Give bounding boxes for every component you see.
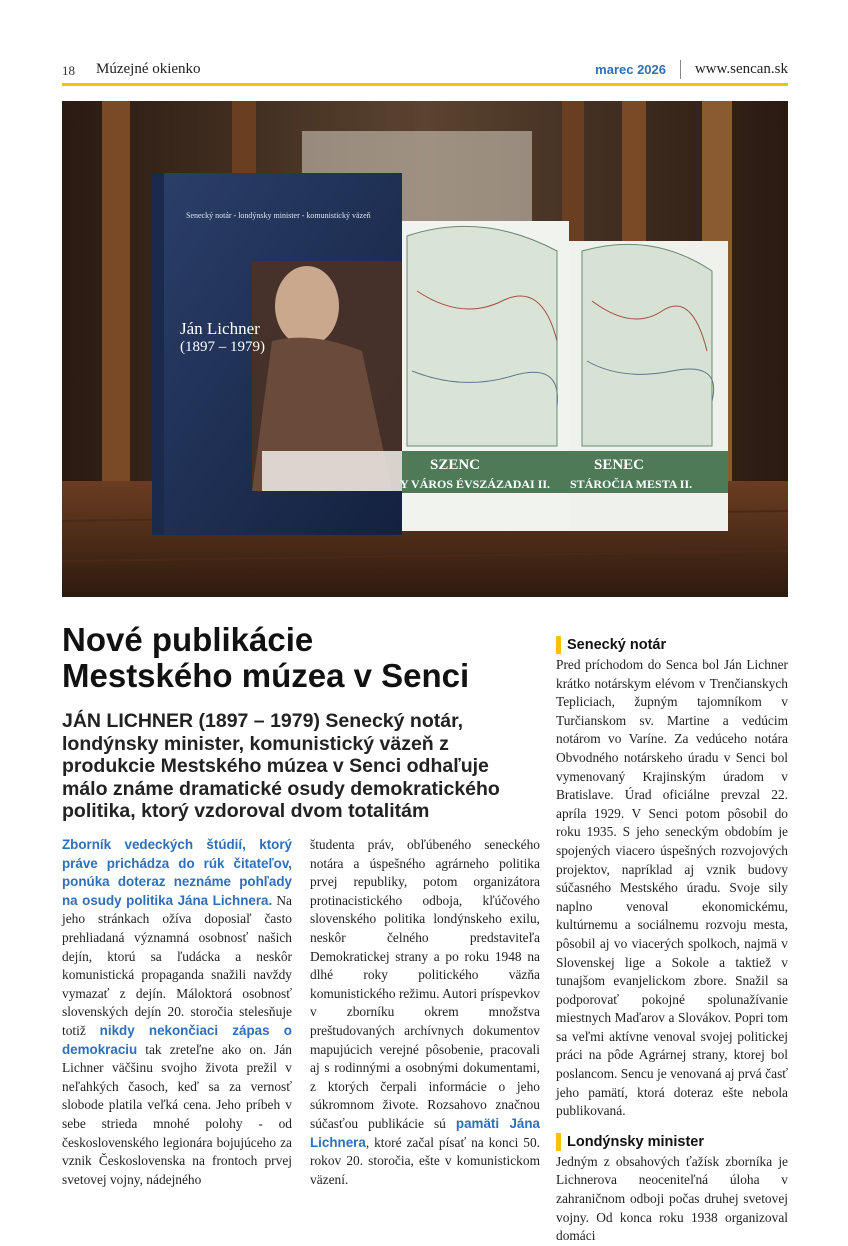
text-column-3	[556, 636, 788, 1246]
headline-line2: Mestského múzea v Senci	[62, 657, 470, 694]
book3-subtitle: STÁROČIA MESTA II.	[570, 477, 693, 491]
article-lead: JÁN LICHNER (1897 – 1979) Senecký notár, londýnsky minister, komunistický väzeň z produkcie Mestského múzea v Senci odhaľuje málo známe dramatické osudy demokratického politika, ktorý vzdoroval dvom totalitám	[62, 710, 500, 822]
text-column-2	[310, 836, 540, 1189]
minister-paragraph: Jedným z obsahových ťažísk zborníka je Lichnerova neoceniteľná úloha v zahraničnom odboji počas druhej svetovej vojny. Od konca roku 1938 organizoval domáci	[556, 1153, 788, 1244]
book3-title: SENEC	[594, 457, 645, 473]
column-1-text: Na jeho stránkach ožíva doposiaľ často prehliadaná významná osobnosť našich dejín, ktorú sa ľudácka a neskôr komunistická propaganda snažili navždy vymazať z dejín. Máloktorá osobnosť slovenských dejín 20. storočia stelesňuje totiž	[62, 892, 292, 1038]
header-separator	[680, 60, 681, 79]
column-2-text-continued: , ktoré začal písať na konci 50. rokov 20. storočia, ešte v komunistickom väzení.	[310, 1134, 540, 1187]
book2-subtitle: Y VÁROS ÉVSZÁZADAI II.	[400, 477, 551, 491]
column-2-text: študenta práv, obľúbeného seneckého notára a úspešného agrárneho politika prvej republiky, potom organizátora protinacistického odboja, kľúčového slovenského politika londýnskeho exilu, neskôr čelného predstaviteľa Demokratickej strany a po roku 1948 na dlhé roky politického väzňa komunistického režimu. Autori príspevkov v zborníku okrem množstva preštudovaných archívnych dokumentov mapujúcich verejné pôsobenie, pracovali aj s rodinnými a osobnými dokumentami, z ktorých čerpali informácie o jeho súkromnom živote. Rozsahovo značnou súčasťou publikácie sú	[310, 837, 540, 1131]
column-2-paragraph	[310, 836, 540, 1189]
notary-paragraph: Pred príchodom do Senca bol Ján Lichner krátko notárskym elévom v Trenčianskych Tepliciach, župným tajomníkom v Turčianskom sv. Martine a vedúcim notárom vo Varíne. Za vedúceho notára Obvodného notárskeho úradu v Senci bol vymenovaný Krajinským úradom v Bratislave. Úrad oficiálne prevzal 22. apríla 1929. V Senci potom pôsobil do roku 1935. S jeho seneckým obdobím je spojených viacero úspešných rozvojových projektov, napríklad aj vznik budovy súčasného Mestského úradu. Svoje sily naplno venoval ekonomickému, kultúrnemu a sociálnemu rozvoju mesta, pôsobil aj vo viacerých spolkoch, najmä v Slovenskej lige a Sokole a taktiež v tunajšom evanjelickom zbore. Snažil sa podporovať pokojné spolunažívanie miestnych Maďarov a Slovákov. Popri tom sa veľmi aktívne venoval svojej politickej práci na pôde Agrárnej strany, ktorej bol poslancom. Sencu je venovaná aj prvá časť jeho pamätí, ktorá doteraz ešte nebola publikovaná.	[556, 657, 788, 1119]
section-name: Múzejné okienko	[96, 61, 201, 77]
book1-title: Ján Lichner	[180, 319, 260, 338]
website-link[interactable]: www.sencan.sk	[694, 61, 788, 77]
book-photo	[62, 101, 788, 597]
page-number: 18	[62, 63, 75, 78]
issue-date: marec 2026	[595, 62, 666, 77]
column-1-paragraph	[62, 836, 292, 1189]
page-header	[62, 60, 788, 82]
book1-series-text: Senecký notár - londýnsky minister - komunistický väzeň	[186, 211, 371, 220]
book1-years: (1897 – 1979)	[180, 339, 265, 355]
headline-line1: Nové publikácie	[62, 621, 314, 658]
text-column-1	[62, 836, 292, 1189]
memoirs-highlight: pamäti Jána Lichnera	[310, 1115, 540, 1150]
intro-highlight: Zborník vedeckých štúdií, ktorý práve prichádza do rúk čitateľov, ponúka doteraz neznáme pohľady na osudy politika Jána Lichnera.	[62, 837, 292, 908]
article-headline	[62, 622, 532, 694]
democracy-highlight: nikdy nekončiaci zápas o demokraciu	[62, 1022, 292, 1057]
subheading-minister: Londýnsky minister	[556, 1133, 788, 1151]
header-rule	[62, 83, 788, 86]
book2-title: SZENC	[430, 457, 481, 473]
column-1-text-continued: tak zreteľne ako on. Ján Lichner väčšinu svojho života prežil v neľahkých časoch, keď sa za vernosť slobode platila veľká cena. Jeho príbeh v sebe strieda mnohé polohy - od československého legionára bojujúceho za vznik Československa na frontoch prvej svetovej vojny, nádejného	[62, 1041, 292, 1187]
subheading-notary: Senecký notár	[556, 636, 788, 654]
